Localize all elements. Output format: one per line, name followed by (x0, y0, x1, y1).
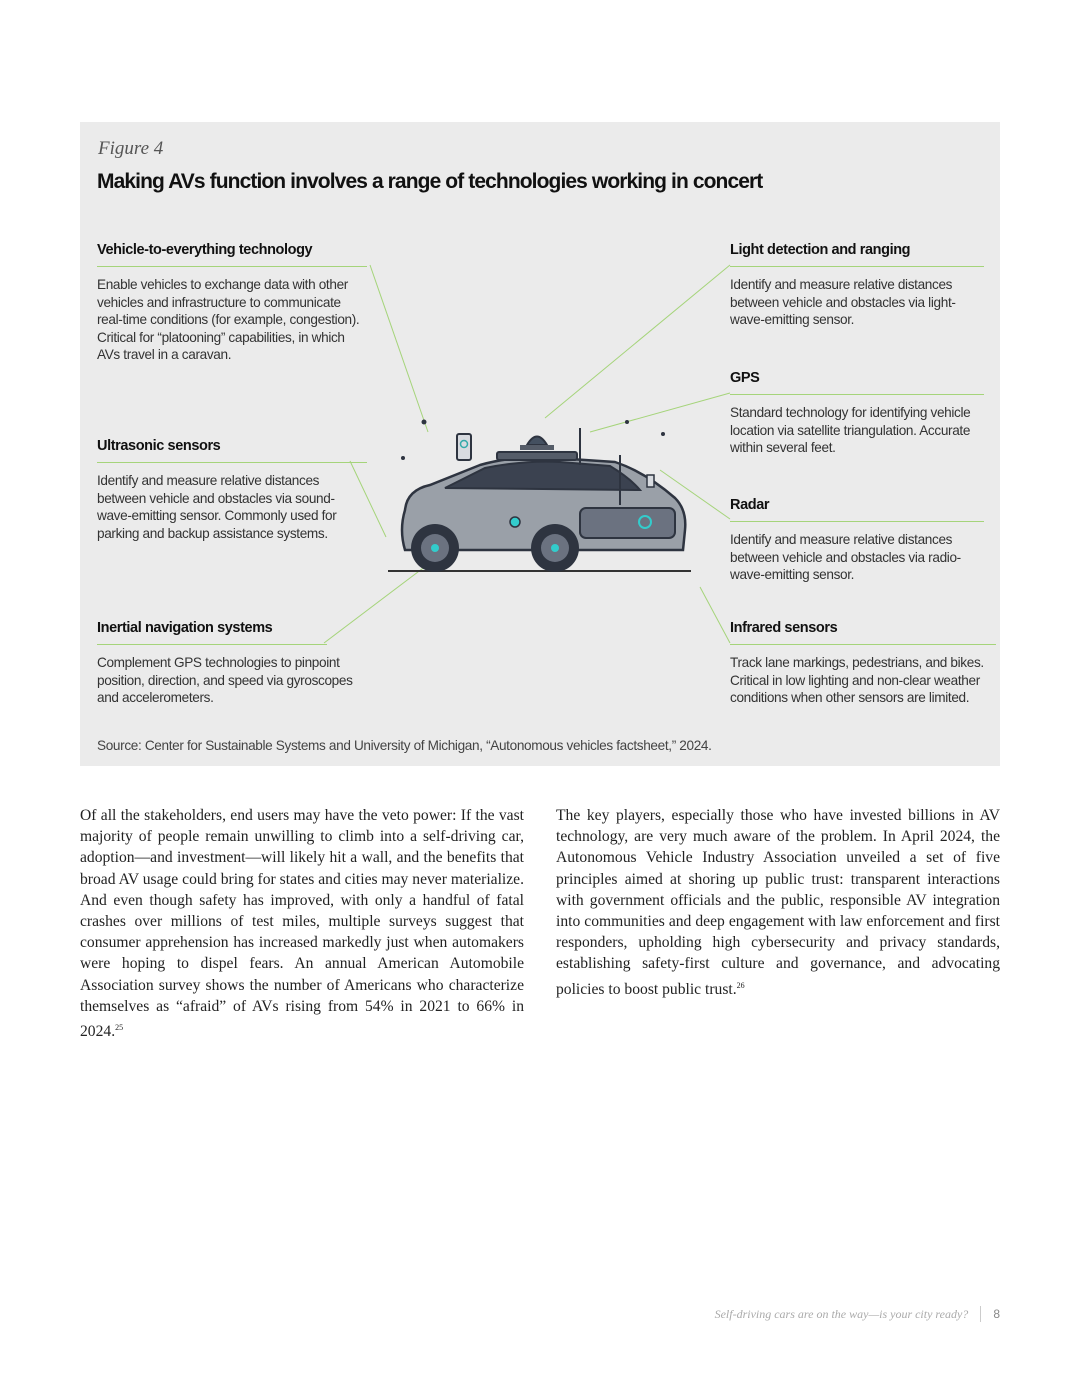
block-lidar (730, 242, 984, 329)
block-inertial (97, 620, 353, 707)
block-heading: Radar (730, 497, 984, 522)
body-column-right (556, 805, 1000, 1000)
block-text: Identify and measure relative distances between vehicle and obstacles via sound-wave-emitting sensor. Commonly used for parking and backup assistance systems. (97, 473, 337, 541)
block-text: Standard technology for identifying vehicle location via satellite triangulation. Accurate within several feet. (730, 405, 971, 456)
block-infrared (730, 620, 996, 707)
page-footer (715, 1306, 1000, 1322)
block-radar (730, 497, 984, 584)
block-ultrasonic (97, 438, 367, 542)
footer-divider (980, 1306, 981, 1322)
block-text: Track lane markings, pedestrians, and bikes. Critical in low lighting and non-clear weather conditions when other sensors are limited. (730, 655, 984, 706)
block-heading: Inertial navigation systems (97, 620, 327, 645)
figure-number: Figure 4 (98, 138, 164, 159)
footer-title: Self-driving cars are on the way—is your city ready? (714, 1306, 969, 1321)
figure-source: Source: Center for Sustainable Systems and University of Michigan, “Autonomous vehicles factsheet,” 2024. (97, 738, 712, 753)
body-text-left: Of all the stakeholders, end users may have the veto power: If the vast majority of people remain unwilling to climb into a self-driving car, adoption—and investment—will likely hit a wall, and the benefits that broad AV usage could bring for states and cities may never materialize. And even though safety has improved, with only a handful of fatal crashes over millions of test miles, multiple surveys suggest that consumer apprehension has increased markedly just when automakers were hoping to dispel fears. An annual American Automobile Association survey shows the number of Americans who characterize themselves as “afraid” of AVs rising from 54% in 2021 to 66% in 2024. (80, 807, 524, 1041)
footnote-ref[interactable]: 26 (736, 980, 745, 990)
block-heading: Vehicle-to-everything technology (97, 242, 367, 267)
body-column-left (80, 805, 524, 1042)
block-v2x (97, 242, 367, 364)
page-number: 8 (993, 1307, 1000, 1321)
figure-title: Making AVs function involves a range of technologies working in concert (97, 170, 763, 193)
block-heading: GPS (730, 370, 984, 395)
block-heading: Light detection and ranging (730, 242, 984, 267)
block-heading: Ultrasonic sensors (97, 438, 367, 463)
block-text: Identify and measure relative distances between vehicle and obstacles via radio-wave-emitting sensor. (730, 532, 961, 583)
body-text-right: The key players, especially those who have invested billions in AV technology, are very much aware of the problem. In April 2024, the Autonomous Vehicle Industry Association unveiled a set of five principles aimed at shoring up public trust: transparent interactions with government officials and the public, responsible AV integration into communities and deep engagement with law enforcement and first responders, upholding high cybersecurity and privacy standards, establishing safety-first culture and governance, and advocating policies to boost public trust. (556, 807, 1000, 998)
block-text: Enable vehicles to exchange data with other vehicles and infrastructure to communicate real-time conditions (for example, congestion). Critical for “platooning” capabilities, in which AVs travel in a caravan. (97, 277, 360, 363)
autonomous-car-illustration (385, 400, 695, 580)
block-text: Identify and measure relative distances between vehicle and obstacles via light-wave-emitting sensor. (730, 277, 956, 328)
figure-4 (80, 122, 1000, 766)
block-gps (730, 370, 984, 457)
block-text: Complement GPS technologies to pinpoint position, direction, and speed via gyroscopes and accelerometers. (97, 655, 353, 706)
block-heading: Infrared sensors (730, 620, 996, 645)
footnote-ref[interactable]: 25 (115, 1023, 124, 1033)
